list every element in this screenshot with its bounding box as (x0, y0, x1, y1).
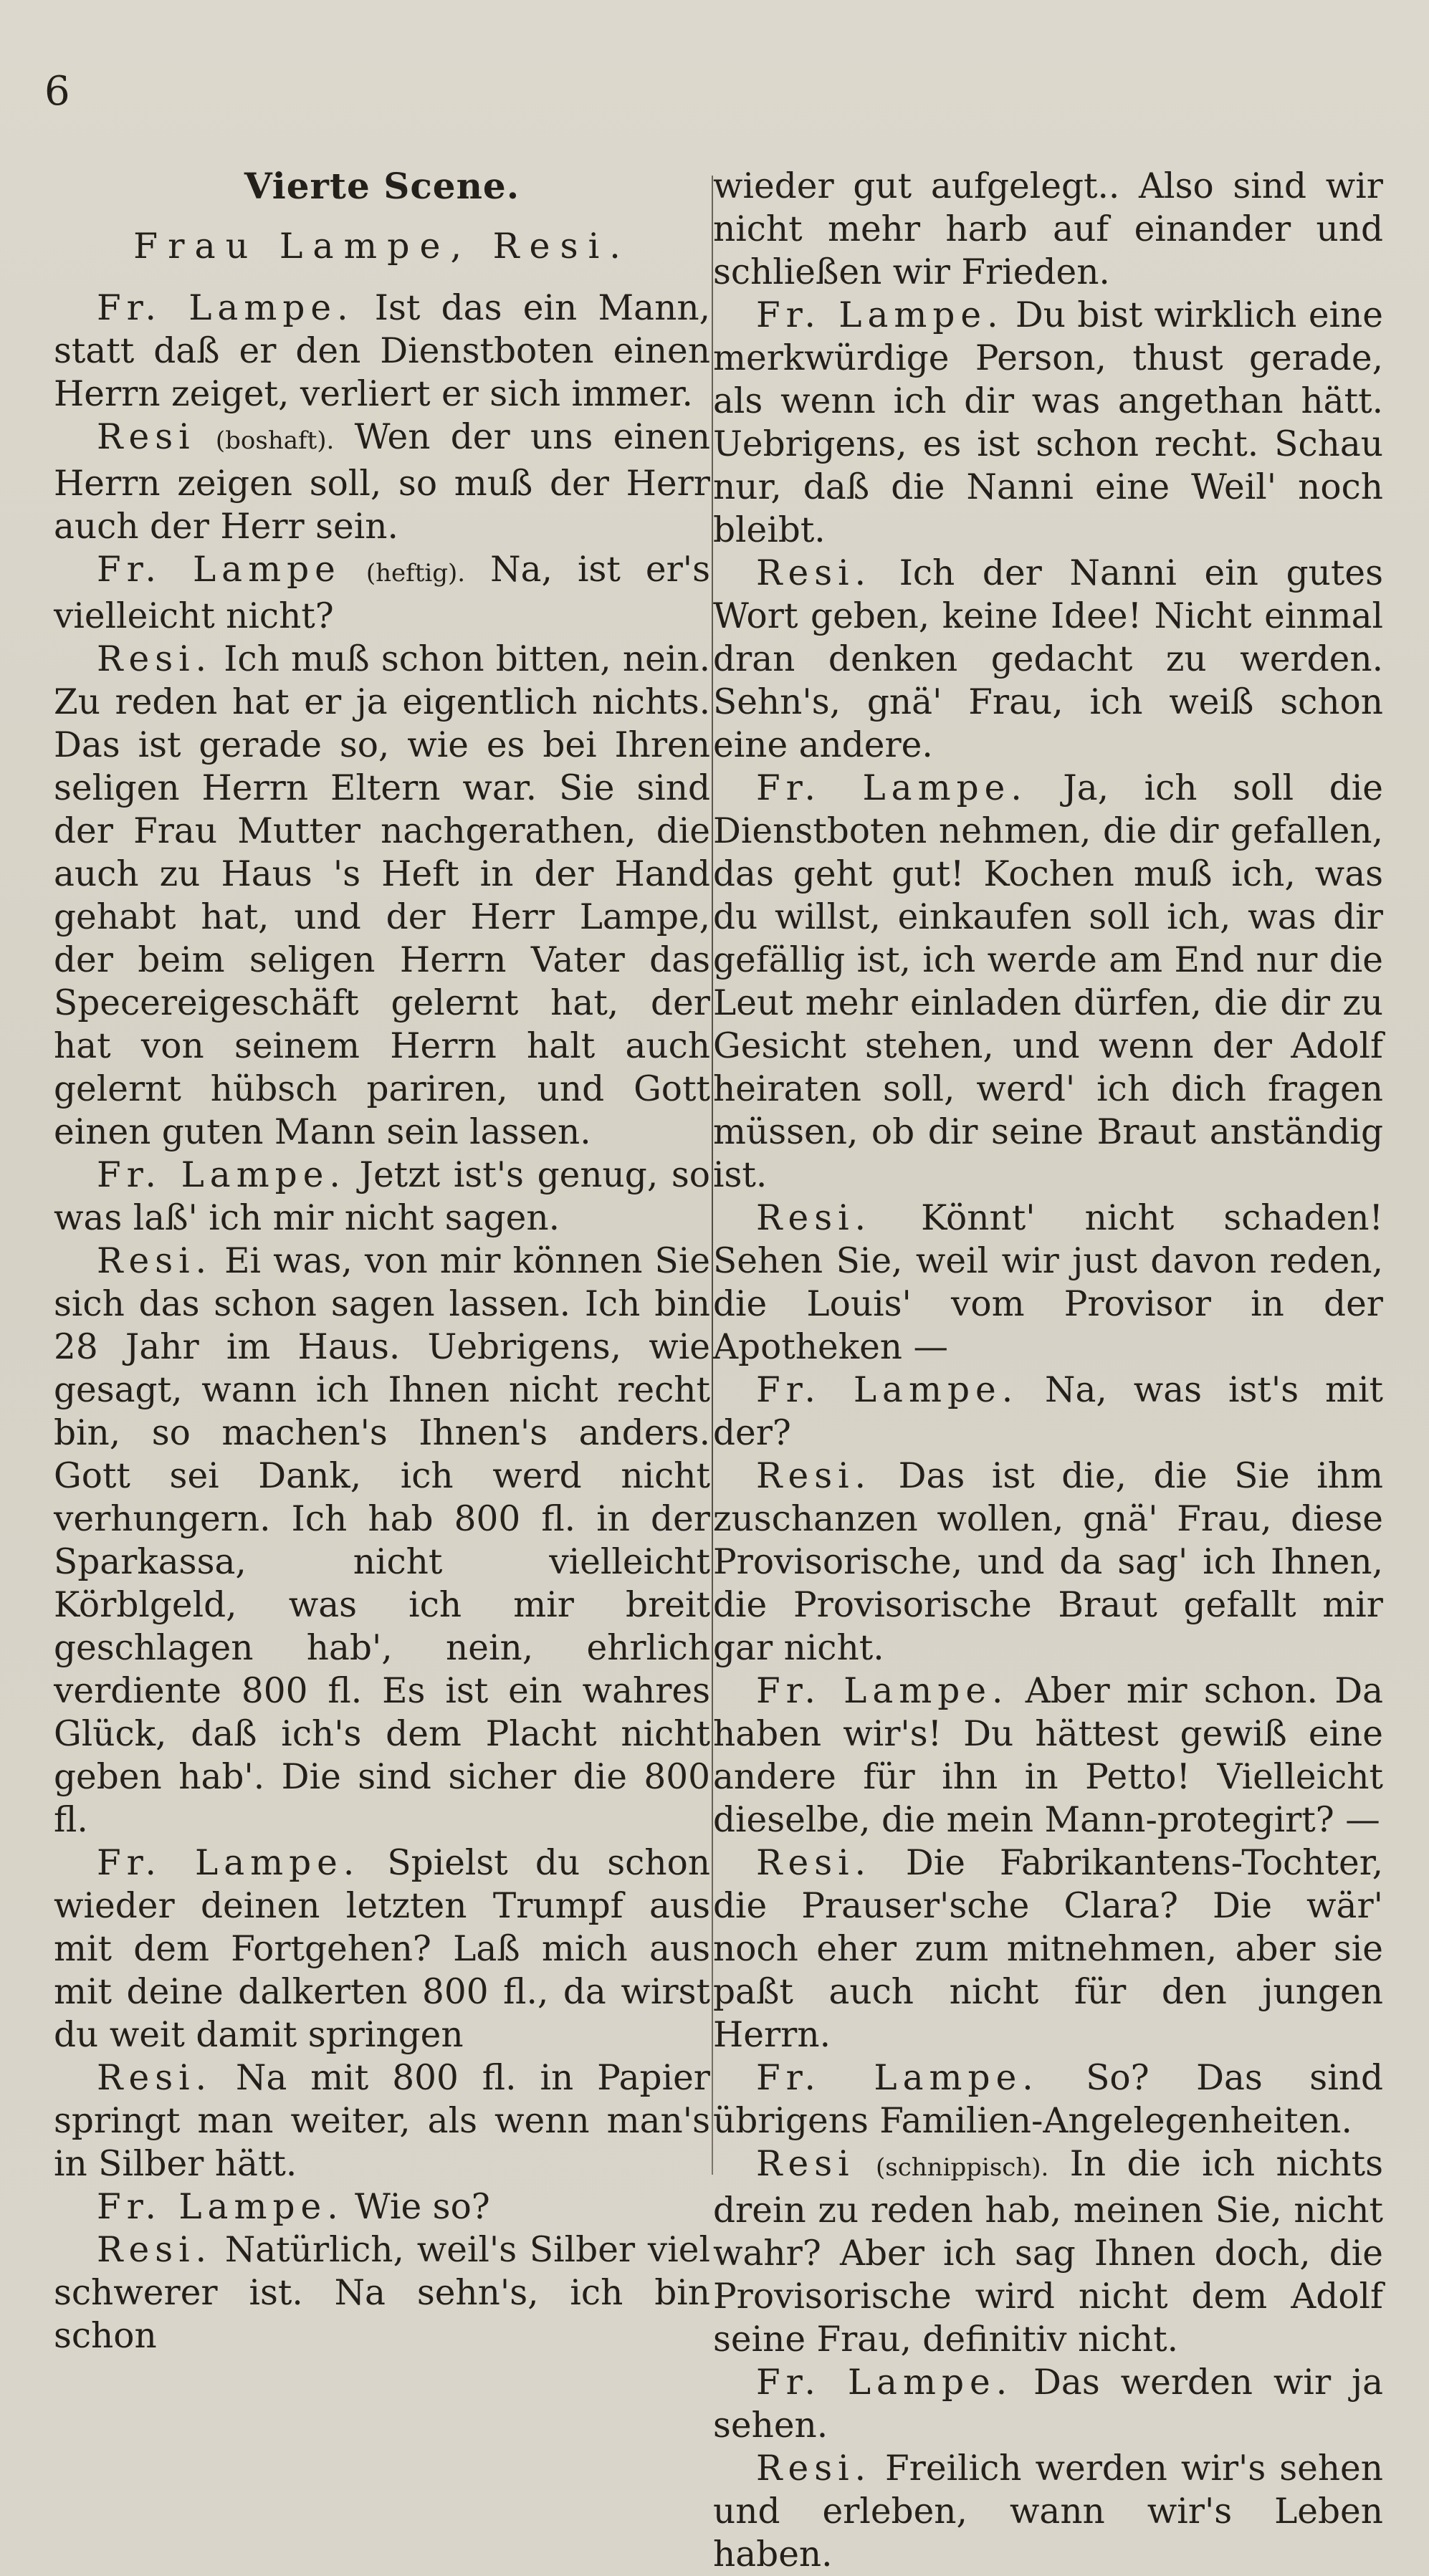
dialogue-text: Ich der Nanni ein gutes Wort geben, keine Idee! Nicht einmal dran denken gedacht zu werden. Sehn's, gnä' Frau, ich weiß schon eine andere. (713, 553, 1384, 765)
dialogue-paragraph (713, 1369, 1383, 1455)
speaker-name: Fr. Lampe. (97, 288, 354, 328)
speaker-name: Resi. (97, 639, 213, 679)
dialogue-text: Das werden wir ja sehen. (713, 2362, 1383, 2446)
stage-direction: (boshaft). (215, 426, 335, 455)
speaker-name: Resi (756, 2144, 855, 2184)
dialogue-text: Ei was, von mir können Sie sich das schon sagen lassen. Ich bin 28 Jahr im Haus. Uebrigens, wie gesagt, wann ich Ihnen nicht recht bin, so machen's Ihnen's anders. Gott sei Dank, ich werd nicht verhungern. Ich hab 800 fl. in der Sparkassa, nicht vielleicht Körblgeld, was ich mir breit geschlagen hab', nein, ehrlich verdiente 800 fl. Es ist ein wahres Glück, daß ich's dem Placht nicht geben hab'. Die sind sicher die 800 fl. (54, 1241, 710, 1840)
speaker-name: Fr. Lampe. (97, 1843, 360, 1883)
speaker-name: Resi. (97, 2058, 213, 2098)
right-column (713, 165, 1383, 2576)
speaker-name: Fr. Lampe. (756, 1671, 1009, 1711)
stage-direction: (schnippisch). (876, 2153, 1049, 2182)
speaker-name: Resi (97, 417, 196, 457)
scene-title: Vierte Scene. (244, 165, 520, 207)
dialogue-text: In die ich nichts drein zu reden hab, meinen Sie, nicht wahr? Aber ich sag Ihnen doch, die Provisorische wird nicht dem Adolf seine Frau, definitiv nicht. (713, 2144, 1384, 2360)
dialogue-text: Natürlich, weil's Silber viel schwerer ist. Na sehn's, ich bin schon (54, 2230, 711, 2356)
dialogue-paragraph (54, 2057, 710, 2185)
dialogue-text: Du bist wirklich eine merkwürdige Person, thust gerade, als wenn ich dir was angethan hätt. Uebrigens, es ist schon recht. Schau nur, daß die Nanni eine Weil' noch bleibt. (713, 295, 1383, 550)
dialogue-text: Könnt' nicht schaden! Sehen Sie, weil wir just davon reden, die Louis' vom Provisor in der Apotheken — (713, 1198, 1384, 1367)
speaker-name: Fr. Lampe. (756, 1370, 1019, 1410)
speaker-name: Fr. Lampe. (97, 2187, 344, 2227)
dialogue-paragraph (54, 1154, 710, 1240)
dialogue-paragraph (713, 1197, 1383, 1369)
speaker-name: Resi. (756, 553, 872, 593)
dialogue-paragraph (54, 1240, 710, 1842)
left-dialogue (54, 287, 710, 2357)
dialogue-paragraph (54, 2185, 710, 2228)
dialogue-text: Jetzt ist's genug, so was laß' ich mir nicht sagen. (54, 1155, 710, 1238)
dialogue-text: Na mit 800 fl. in Papier springt man weiter, als wenn man's in Silber hätt. (54, 2058, 710, 2184)
dialogue-text: Na, ist er's vielleicht nicht? (54, 550, 711, 636)
dialogue-text: Ist das ein Mann, statt daß er den Dienstboten einen Herrn zeiget, verliert er sich immer. (54, 288, 710, 414)
dialogue-text: Ich muß schon bitten, nein. Zu reden hat er ja eigentlich nichts. Das ist gerade so, wie es bei Ihren seligen Herrn Eltern war. Sie sind der Frau Mutter nachgerathen, die auch zu Haus 's Heft in der Hand gehabt hat, und der Herr Lampe, der beim seligen Herrn Vater das Specereigeschäft gelernt hat, der hat von seinem Herrn halt auch gelernt hübsch pariren, und Gott einen guten Mann sein lassen. (54, 639, 710, 1152)
dialogue-text: Die Fabrikantens-Tochter, die Prauser'sche Clara? Die wär' noch eher zum mitnehmen, aber sie paßt auch nicht für den jungen Herrn. (713, 1843, 1384, 2055)
dialogue-text: Na, was ist's mit der? (713, 1370, 1383, 1453)
dialogue-paragraph (713, 2447, 1383, 2576)
dialogue-paragraph (713, 1670, 1383, 1842)
dialogue-text: Spielst du schon wieder deinen letzten Trumpf aus mit dem Fortgehen? Laß mich aus mit deine dalkerten 800 fl., da wirst du weit damit springen (54, 1843, 711, 2055)
dialogue-text: Freilich werden wir's sehen und erleben, wann wir's Leben haben. (713, 2448, 1383, 2575)
dialogue-paragraph (54, 2228, 710, 2357)
dialogue-paragraph (713, 2142, 1383, 2361)
dialogue-paragraph (713, 294, 1383, 552)
dialogue-text: Das ist die, die Sie ihm zuschanzen wollen, gnä' Frau, diese Provisorische, und da sag' ich Ihnen, die Provisorische Braut gefallt mir gar nicht. (713, 1456, 1383, 1668)
dialogue-text: Wie so? (355, 2187, 490, 2227)
speaker-name: Resi. (97, 2230, 213, 2270)
dialogue-text: Wen der uns einen Herrn zeigen soll, so muß der Herr auch der Herr sein. (54, 417, 710, 547)
dialogue-paragraph (713, 1455, 1383, 1670)
speaker-name: Fr. Lampe. (756, 2362, 1013, 2403)
page-number: 6 (44, 68, 70, 115)
speaker-name: Resi. (756, 1198, 872, 1238)
dialogue-paragraph (713, 1842, 1383, 2057)
speaker-name: Resi. (97, 1241, 213, 1281)
dialogue-paragraph (54, 548, 710, 638)
dialogue-paragraph (54, 638, 710, 1154)
stage-direction: (heftig). (365, 559, 466, 588)
speaker-name: Resi. (756, 1843, 872, 1883)
right-dialogue (713, 165, 1383, 2576)
dialogue-text: Aber mir schon. Da haben wir's! Du hättest gewiß eine andere für ihn in Petto! Vielleicht dieselbe, die mein Mann-protegirt? — (713, 1671, 1384, 1840)
dialogue-paragraph (713, 165, 1383, 294)
dialogue-paragraph (54, 287, 710, 416)
scene-characters: Frau Lampe, Resi. (133, 226, 631, 267)
speaker-name: Resi. (756, 1456, 872, 1496)
dialogue-paragraph (54, 416, 710, 548)
dialogue-text: So? Das sind übrigens Familien-Angelegenheiten. (713, 2058, 1383, 2141)
speaker-name: Resi. (756, 2448, 872, 2489)
speaker-name: Fr. Lampe. (756, 295, 1004, 335)
dialogue-paragraph (713, 2057, 1383, 2142)
dialogue-text: Ja, ich soll die Dienstboten nehmen, die dir gefallen, das geht gut! Kochen muß ich, was du willst, einkaufen soll ich, was dir gefällig ist, ich werde am End nur die Leut mehr einladen dürfen, die dir zu Gesicht stehen, und wenn der Adolf heiraten soll, werd' ich dich fragen müssen, ob dir seine Braut anständig ist. (713, 768, 1383, 1195)
left-column (54, 165, 710, 2357)
dialogue-text: wieder gut aufgelegt.. Also sind wir nicht mehr harb auf einander und schließen wir Frieden. (713, 166, 1383, 292)
speaker-name: Fr. Lampe (97, 550, 341, 590)
speaker-name: Fr. Lampe. (756, 2058, 1039, 2098)
dialogue-paragraph (713, 2361, 1383, 2447)
dialogue-paragraph (713, 552, 1383, 767)
speaker-name: Fr. Lampe. (97, 1155, 346, 1195)
dialogue-paragraph (713, 767, 1383, 1197)
dialogue-paragraph (54, 1842, 710, 2057)
speaker-name: Fr. Lampe. (756, 768, 1028, 808)
